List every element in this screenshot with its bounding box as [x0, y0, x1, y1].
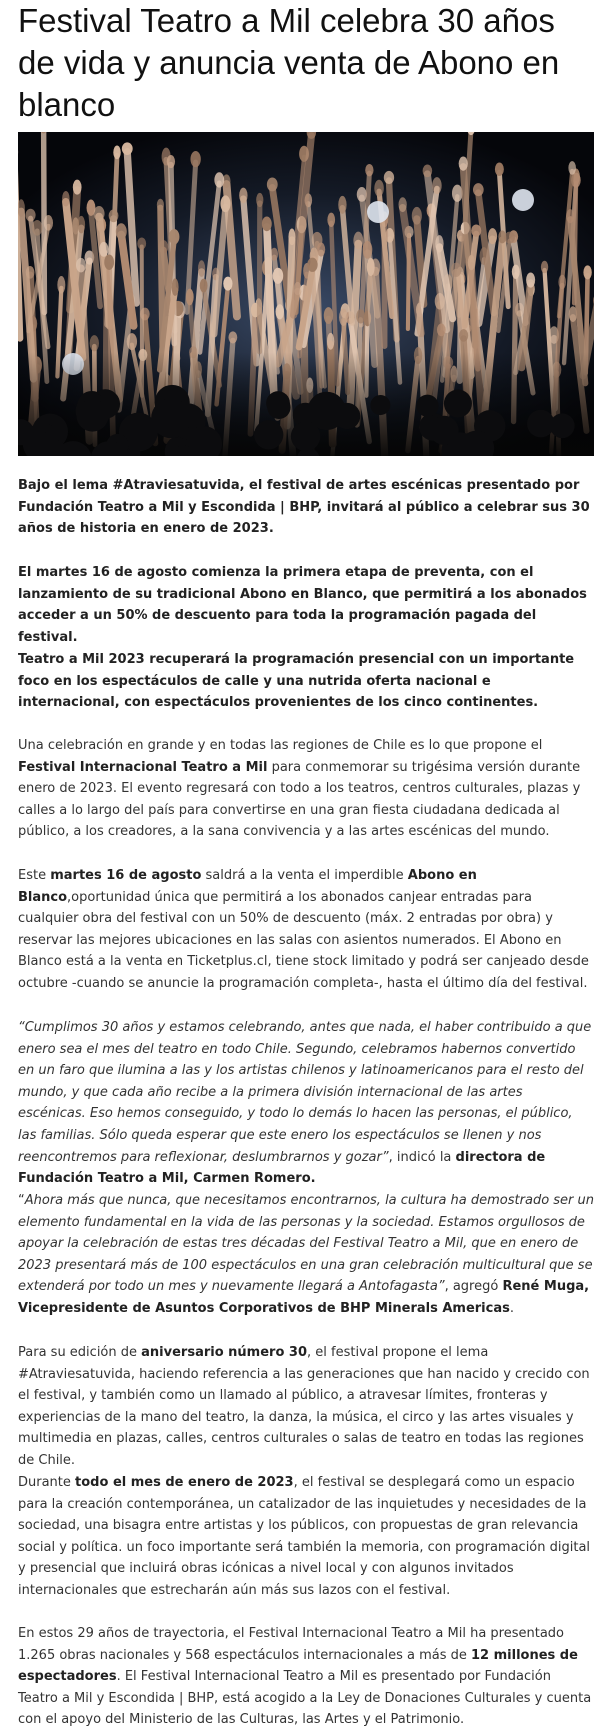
anniversary-highlight: aniversario número 30 — [141, 1345, 307, 1360]
text-run: Una celebración en grande y en todas las regiones de Chile es lo que propone el — [18, 738, 543, 753]
body-paragraph-4 — [18, 1472, 594, 1602]
text-run: saldrá a la venta el imperdible — [201, 868, 408, 883]
article-title: Festival Teatro a Mil celebra 30 años de vida y anuncia venta de Abono en blanco — [18, 2, 560, 123]
date-highlight: martes 16 de agosto — [50, 868, 202, 883]
crowd-hands-raised-photo — [18, 132, 594, 456]
body-paragraph-5 — [18, 1623, 594, 1731]
hero-image — [18, 132, 594, 456]
text-run: Durante — [18, 1475, 76, 1490]
body-paragraph-1 — [18, 735, 594, 843]
lead-paragraph-3: Teatro a Mil 2023 recuperará la programación presencial con un importante foco en los espectáculos de calle y una nutrida oferta nacional e internacional, con espectáculos provenientes de los cinco continentes. — [18, 652, 575, 711]
text-run: , el festival propone el lema #Atraviesatuvida, haciendo referencia a las generaciones que han nacido y crecido con el festival, y también como un llamado al público, a atravesar límites, fronteras y experiencias de la mano del teatro, la danza, la música, el circo y las artes visuales y multimedia en plazas, calles, centros culturales o salas de teatro en todas las regiones de Chile. — [18, 1345, 590, 1468]
quote-author: René Muga, Vicepresidente de Asuntos Corporativos de BHP Minerals Americas — [18, 1279, 590, 1316]
month-highlight: todo el mes de enero de 2023 — [75, 1475, 294, 1490]
quote-mark: “ — [18, 1193, 25, 1208]
lead-paragraph-1: Bajo el lema #Atraviesatuvida, el festival de artes escénicas presentado por Fundación Teatro a Mil y Escondida | BHP, invitará al público a celebrar sus 30 años de historia en enero de 2023. — [18, 478, 590, 537]
festival-name: Festival Internacional Teatro a Mil — [18, 759, 268, 775]
quote-text: “Cumplimos 30 años y estamos celebrando, antes que nada, el haber contribuido a que enero sea el mes del teatro en todo Chile. Segundo, celebramos habernos convertido en un faro que ilumina a las y los artistas chilenos y latinoamericanos para el resto del mundo, y que cada año recibe a la primera división internacional de las artes escénicas. Eso hemos conseguido, y todo lo demás lo hacen las personas, el público, las familias. Sólo queda esperar que este enero los espectáculos se llenen y nos reencontremos para reflexionar, deslumbrarnos y gozar” — [18, 1020, 592, 1165]
text-run: Para su edición de — [18, 1345, 142, 1360]
text-run: , el festival se desplegará como un espacio para la creación contemporánea, un catalizador de las inquietudes y necesidades de la sociedad, una bisagra entre artistas y los públicos, con propuestas de gran relevancia social y política. un foco importante será también la memoria, con programación digital y presencial que incluirá obras icónicas a nivel local y con algunos invitados internacionales que estrecharán aún más sus lazos con el festival. — [18, 1475, 591, 1598]
audience-highlight: 12 millones de espectadores — [18, 1647, 578, 1685]
text-run: , agregó — [444, 1279, 503, 1295]
quote-text: Ahora más que nunca, que necesitamos encontrarnos, la cultura ha demostrado ser un elemento fundamental en la vida de las personas y la sociedad. Estamos orgullosos de apoyar la celebración de estas tres décadas del Festival Teatro a Mil, que en enero de 2023 presentará más de 100 espectáculos en una gran celebración multicultural que se extenderá por todo un mes y nuevamente llegará a Antofagasta” — [18, 1193, 595, 1295]
text-run: . El Festival Internacional Teatro a Mil es presentado por Fundación Teatro a Mil y Escondida | BHP, está acogido a la Ley de Donaciones Culturales y cuenta con el apoyo del Ministerio de las Culturas, las Artes y el Patrimonio. — [18, 1669, 592, 1728]
text-run: para conmemorar su trigésima versión durante enero de 2023. El evento regresará con todo a los teatros, centros culturales, plazas y calles a lo largo del país para convertirse en una gran fiesta ciudadana dedicada al público, a los creadores, a la sana convivencia y a las artes escénicas del mundo. — [18, 759, 581, 840]
quote-paragraph-1 — [18, 1017, 594, 1190]
text-run: . — [509, 1300, 514, 1316]
body-paragraph-3 — [18, 1342, 594, 1472]
text-run: , indicó la — [388, 1149, 456, 1165]
text-run: Este — [18, 868, 51, 883]
text-run: ,oportunidad única que permitirá a los abonados canjear entradas para cualquier obra del festival con un 50% de descuento (máx. 2 entradas por obra) y reservar las mejores ubicaciones en las salas con asientos numerados. El Abono en Blanco está a la venta en Ticketplus.cl, tiene stock limitado y podrá ser canjeado desde octubre -cuando se anuncie la programación completa-, hasta el último día del festival. — [18, 889, 589, 991]
lead-paragraph-2: El martes 16 de agosto comienza la primera etapa de preventa, con el lanzamiento de su tradicional Abono en Blanco, que permitirá a los abonados acceder a un 50% de descuento para toda la programación pagada del festival. — [18, 565, 587, 645]
text-run: En estos 29 años de trayectoria, el Festival Internacional Teatro a Mil ha presentado 1.265 obras nacionales y 568 espectáculos internacionales a más de — [18, 1626, 564, 1663]
body-paragraph-2 — [18, 865, 594, 995]
quote-paragraph-2 — [18, 1190, 594, 1320]
quote-author: directora de Fundación Teatro a Mil, Carmen Romero. — [18, 1149, 546, 1187]
abono-highlight: Abono en Blanco — [18, 868, 477, 905]
